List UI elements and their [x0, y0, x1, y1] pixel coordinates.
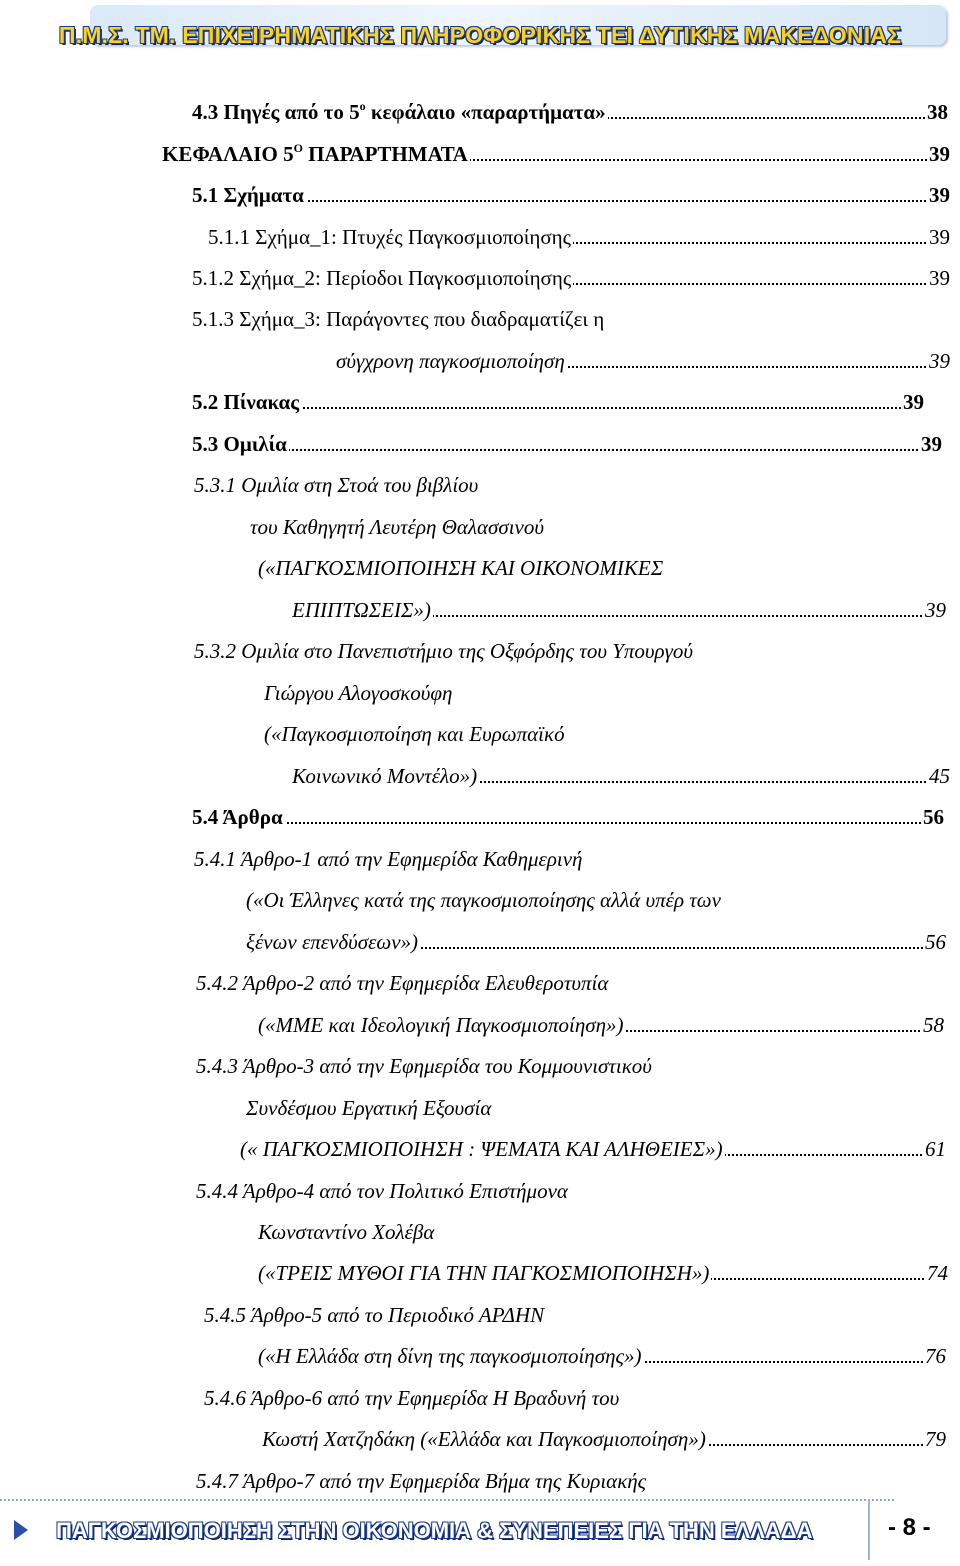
toc-entry: 5.3.1 Ομιλία στη Στοά του βιβλίου	[194, 470, 950, 500]
footer-divider	[0, 1499, 894, 1501]
arrow-right-icon	[14, 1520, 28, 1540]
toc-entry: («ΜΜΕ και Ιδεολογική Παγκοσμιοποίηση») 58	[258, 1010, 944, 1040]
toc-entry: 5.4.6 Άρθρο-6 από την Εφημερίδα Η Βραδυνή του	[204, 1383, 950, 1413]
toc-entry: 5.3 Ομιλία 39	[192, 429, 942, 459]
toc-entry: 5.1.3 Σχήμα_3: Παράγοντες που διαδραματίζει η	[192, 304, 950, 334]
toc-entry: (« ΠΑΓΚΟΣΜΙΟΠΟΙΗΣΗ : ΨΕΜΑΤΑ ΚΑΙ ΑΛΗΘΕΙΕΣ») 61	[240, 1134, 946, 1164]
toc-entry: 5.1.1 Σχήμα_1: Πτυχές Παγκοσμιοποίησης 39	[208, 222, 950, 252]
toc-entry: 5.4.3 Άρθρο-3 από την Εφημερίδα του Κομμουνιστικού	[196, 1051, 950, 1081]
toc-entry: 5.3.2 Ομιλία στο Πανεπιστήμιο της Οξφόρδης του Υπουργού	[194, 636, 950, 666]
header-title: Π.Μ.Σ. ΤΜ. ΕΠΙΧΕΙΡΗΜΑΤΙΚΗΣ ΠΛΗΡΟΦΟΡΙΚΗΣ ΤΕΙ ΔΥΤΙΚΗΣ ΜΑΚΕΔΟΝΙΑΣ	[58, 22, 902, 48]
toc-entry: ΕΠΙΠΤΩΣΕΙΣ») 39	[292, 595, 946, 625]
toc-entry: ξένων επενδύσεων») 56	[246, 927, 946, 957]
toc-entry: 5.1.2 Σχήμα_2: Περίοδοι Παγκοσμιοποίησης 39	[192, 263, 950, 293]
toc-entry: του Καθηγητή Λευτέρη Θαλασσινού	[250, 512, 950, 542]
footer-separator	[868, 1500, 870, 1560]
toc-entry: 5.4.1 Άρθρο-1 από την Εφημερίδα Καθημερινή	[194, 844, 950, 874]
toc-entry: σύγχρονη παγκοσμιοποίηση 39	[336, 346, 950, 376]
page-number: - 8 -	[888, 1514, 931, 1541]
toc-entry: 5.4 Άρθρα 56	[192, 802, 944, 832]
toc-entry: Κωστή Χατζηδάκη («Ελλάδα και Παγκοσμιοποίηση») 79	[262, 1424, 946, 1454]
toc-entry: («Η Ελλάδα στη δίνη της παγκοσμιοποίησης») 76	[258, 1341, 946, 1371]
toc-entry: 5.4.4 Άρθρο-4 από τον Πολιτικό Επιστήμονα	[196, 1176, 950, 1206]
toc-entry: («Οι Έλληνες κατά της παγκοσμιοποίησης αλλά υπέρ των	[246, 885, 950, 915]
toc-entry: Κωνσταντίνο Χολέβα	[258, 1217, 950, 1247]
toc-entry: 5.4.2 Άρθρο-2 από την Εφημερίδα Ελευθεροτυπία	[196, 968, 950, 998]
toc-entry: («ΠΑΓΚΟΣΜΙΟΠΟΙΗΣΗ ΚΑΙ ΟΙΚΟΝΟΜΙΚΕΣ	[258, 553, 950, 583]
toc-entry: («ΤΡΕΙΣ ΜΥΘΟΙ ΓΙΑ ΤΗΝ ΠΑΓΚΟΣΜΙΟΠΟΙΗΣΗ») 74	[258, 1258, 948, 1288]
toc-entry: 5.2 Πίνακας 39	[192, 387, 924, 417]
footer-banner	[0, 1514, 880, 1550]
toc-entry: 5.4.5 Άρθρο-5 από το Περιοδικό ΑΡΔΗΝ	[204, 1300, 950, 1330]
toc-entry: ΚΕΦΑΛΑΙΟ $5^O$ ΠΑΡΑΡΤΗΜΑΤΑ 39	[162, 139, 950, 169]
footer-title: ΠΑΓΚΟΣΜΙΟΠΟΙΗΣΗ ΣΤΗΝ ΟΙΚΟΝΟΜΙΑ & ΣΥΝΕΠΕΙΕΣ ΓΙΑ ΤΗΝ ΕΛΛΑΔΑ	[56, 1518, 813, 1543]
toc-entry: 5.4.7 Άρθρο-7 από την Εφημερίδα Βήμα της Κυριακής	[196, 1466, 950, 1496]
toc-entry: («Παγκοσμιοποίηση και Ευρωπαϊκό	[264, 719, 950, 749]
toc-entry: Κοινωνικό Μοντέλο») 45	[292, 761, 950, 791]
toc-entry: 4.3 Πηγές από το $5^o$ κεφάλαιο «παραρτήματα» 38	[192, 97, 948, 127]
toc-entry: Συνδέσμου Εργατική Εξουσία	[246, 1093, 950, 1123]
toc-entry: 5.1 Σχήματα 39	[192, 180, 950, 210]
toc-entry: Γιώργου Αλογοσκούφη	[264, 678, 950, 708]
